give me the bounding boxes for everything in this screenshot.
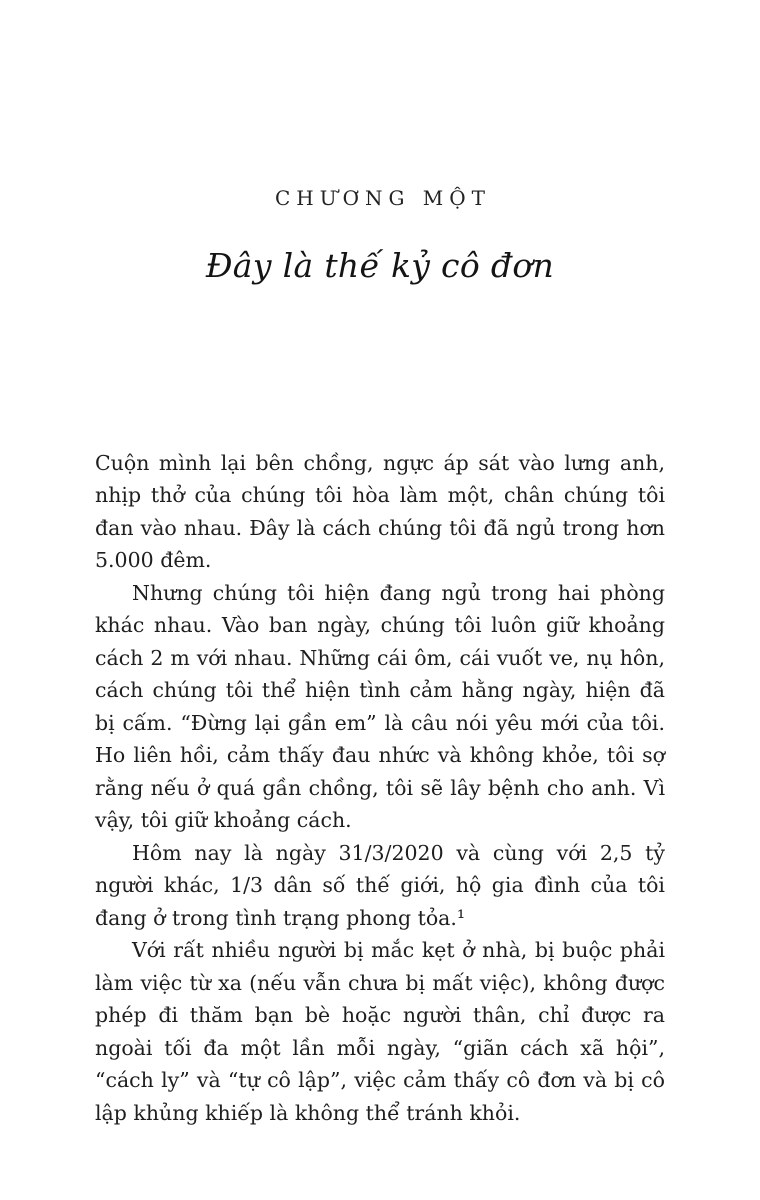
paragraph: Với rất nhiều người bị mắc kẹt ở nhà, bị buộc phải làm việc từ xa (nếu vẫn chưa bị mất việc), không được phép đi thăm bạn bè hoặc người thân, chỉ được ra ngoài tối đa một lần mỗi ngày, “giãn cách xã hội”, “cách ly” và “tự cô lập”, việc cảm thấy cô đơn và bị cô lập khủng khiếp là không thể tránh khỏi. xyxy=(95,938,665,1125)
chapter-title: Đây là thế kỷ cô đơn xyxy=(205,246,555,285)
paragraph: Hôm nay là ngày 31/3/2020 và cùng với 2,5 tỷ người khác, 1/3 dân số thế giới, hộ gia đình của tôi đang ở trong tình trạng phong tỏa.¹ xyxy=(95,840,665,930)
chapter-heading: CHƯƠNG MỘT xyxy=(274,186,492,210)
paragraph: Nhưng chúng tôi hiện đang ngủ trong hai phòng khác nhau. Vào ban ngày, chúng tôi luôn giữ khoảng cách 2 m với nhau. Những cái ôm, cái vuốt ve, nụ hôn, cách chúng tôi thể hiện tình cảm hằng ngày, hiện đã bị cấm. “Đừng lại gần em” là câu nói yêu mới của tôi. Ho liên hồi, cảm thấy đau nhức và không khỏe, tôi sợ rằng nếu ở quá gần chồng, tôi sẽ lây bệnh cho anh. Vì vậy, tôi giữ khoảng cách. xyxy=(95,580,665,833)
paragraph: Cuộn mình lại bên chồng, ngực áp sát vào lưng anh, nhịp thở của chúng tôi hòa làm một, chân chúng tôi đan vào nhau. Đây là cách chúng tôi đã ngủ trong hơn 5.000 đêm. xyxy=(95,451,665,573)
body-text xyxy=(95,447,665,1129)
